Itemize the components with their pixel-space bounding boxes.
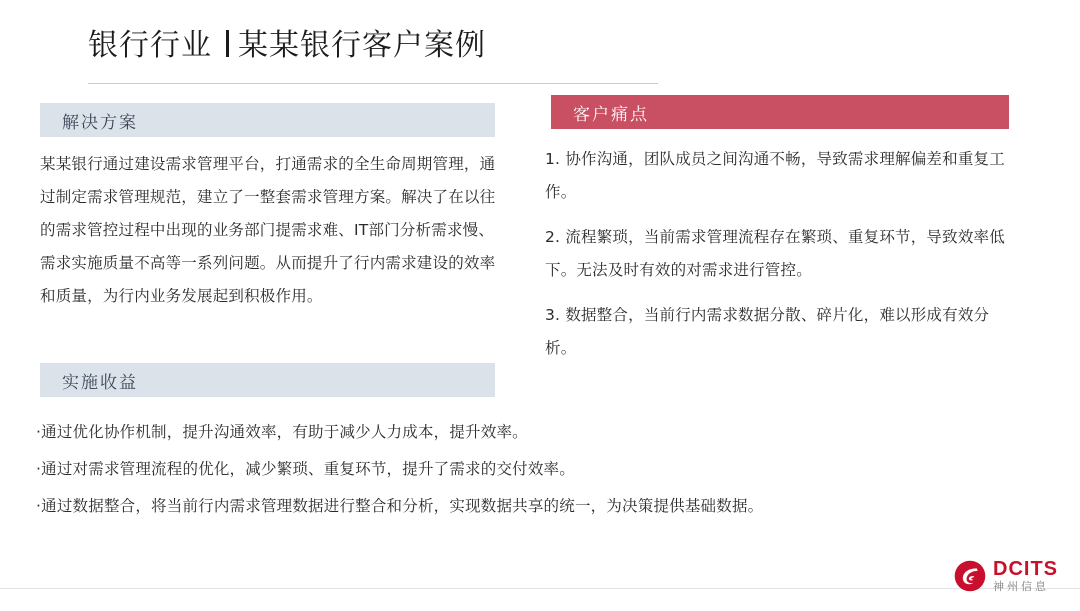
- title-sub-text: 某某银行客户案例: [238, 28, 486, 63]
- benefits-section-header: [40, 363, 495, 397]
- benefit-item-text: 通过数据整合，将当前行内需求管理数据进行整合和分析，实现数据共享的统一，为决策提供基础数据。: [41, 497, 764, 515]
- bullet-marker: ·: [36, 497, 42, 515]
- list-item: 3. 数据整合，当前行内需求数据分散、碎片化，难以形成有效分析。: [545, 306, 990, 357]
- solution-body-text: 某某银行通过建设需求管理平台，打通需求的全生命周期管理，通过制定需求管理规范，建立了一整套需求管理方案。解决了在以往的需求管控过程中出现的业务部门提需求难、IT部门分析需求慢、需求实施质量不高等一系列问题。从而提升了行内需求建设的效率和质量，为行内业务发展起到积极作用。: [40, 155, 496, 305]
- pain-points-heading-text: 客户痛点: [573, 104, 649, 125]
- benefits-list: [36, 414, 1036, 525]
- page-title: [88, 20, 486, 64]
- list-item: [36, 488, 1036, 525]
- solution-heading-text: 解决方案: [62, 112, 138, 133]
- company-logo: [953, 555, 1058, 597]
- benefits-heading-text: 实施收益: [62, 372, 138, 393]
- bullet-marker: ·: [36, 423, 42, 441]
- solution-section-header: [40, 103, 495, 137]
- list-item: 2. 流程繁琐，当前需求管理流程存在繁琐、重复环节，导致效率低下。无法及时有效的对需求进行管控。: [545, 228, 1005, 279]
- title-separator: [226, 30, 229, 57]
- pain-points-section-header: [551, 95, 1009, 129]
- title-underline: [88, 83, 658, 84]
- logo-text: [993, 559, 1058, 593]
- list-item: [36, 414, 1036, 451]
- footer-divider: [0, 588, 1080, 589]
- benefit-item-text: 通过对需求管理流程的优化，减少繁琐、重复环节，提升了需求的交付效率。: [41, 460, 575, 478]
- pain-points-list: [545, 143, 1015, 377]
- logo-cn-text: 神州信息: [993, 580, 1049, 594]
- logo-en-text: DCITS: [993, 558, 1058, 581]
- dcits-swirl-icon: [953, 559, 987, 593]
- bullet-marker: ·: [36, 460, 42, 478]
- list-item: [36, 451, 1036, 488]
- title-main-text: 银行行业: [88, 28, 212, 63]
- list-item: 1. 协作沟通，团队成员之间沟通不畅，导致需求理解偏差和重复工作。: [545, 150, 1005, 201]
- benefit-item-text: 通过优化协作机制，提升沟通效率，有助于减少人力成本，提升效率。: [41, 423, 528, 441]
